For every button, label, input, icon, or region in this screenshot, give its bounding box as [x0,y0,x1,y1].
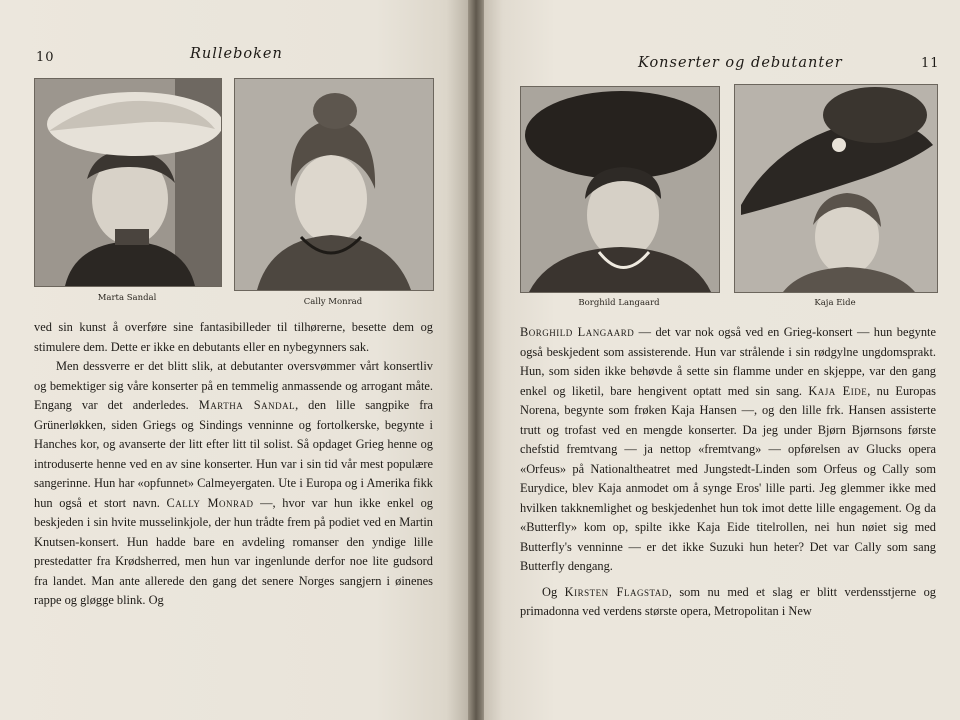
body-text [34,318,433,611]
paragraph [34,318,433,357]
running-head: Konserter og debutanter [638,55,843,71]
left-page [0,0,470,720]
singer-name: Borghild Langaard [520,325,635,339]
singer-name: Martha Sandal [198,398,296,412]
text-run: ved sin kunst å overføre sine fantasibilleder til tilhørerne, besette dem og stimulere dem. Dette er ikke en debutants eller en nybegynners sak. [34,320,433,354]
portrait-photo-borghild-langaard [520,86,720,293]
paragraph [520,583,936,622]
text-run: , den lille sangpike fra Grünerløkken, siden Griegs og Sindings venninne og fortolkerske, begynte i Hanches kor, og avanserte der litt efter litt til solist. Så opdaget Grieg henne og introduserte henne ved en av sine konserter. Hun var i sin tid vår mest populære sangerinne. Hun har «opfunnet» Calmeyergaten. Ute i Europa og i Amerika fikk hun også et stort navn. [34,398,433,510]
text-run: , som nu med et slag er blitt verdensstjerne og primadonna ved verdens største opera, Metropolitan i New [520,584,936,618]
photo-caption: Marta Sandal [97,293,157,303]
page-number: 11 [921,56,940,71]
text-run: —, hvor var hun ikke enkel og beskjeden i sin hvite musselinkjole, der hun trådte frem på podiet ved en Martin Knutsen-konsert. Hun hadde bare en avdeling romanser den yndige lille prestedatter fra Krødsherred, men hun var ingenlunde derfor noe lite gudsord fra landet. Man ante allerede den gang det senere Norges sangjern i øinenes rappe og gløgge blink. Og [34,495,433,607]
singer-name: Kaja Eide [808,383,868,398]
right-page [484,0,960,720]
text-run: — det var nok også ved en Grieg-konsert — hun begynte også beskjedent som assisterende. Hun var strålende i sin rødgylne ungdomsprakt. Hun, som siden ikke behøvde å sette sin flamme under en skjeppe, var den gang enkel og liketil, bare hengivent optatt med sin sang. [520,325,936,398]
paragraph [520,323,936,577]
portrait-photo-cally-monrad [234,78,434,291]
photo-caption: Borghild Langaard [578,298,660,308]
portrait-photo-marta-sandal [34,78,222,287]
body-text [520,323,936,622]
photo-caption: Kaja Eide [814,298,856,308]
singer-name: Kirsten Flagstad [564,584,669,599]
paragraph [34,357,433,611]
text-run: Og [542,584,565,599]
page-number: 10 [36,50,55,65]
singer-name: Cally Monrad [166,495,254,510]
text-run: , nu Europas Norena, begynte som frøken Kaja Hansen —, og den lille frk. Hansen assisterte trutt og trofast ved en mengde konserter. Da jeg under Bjørn Bjørnsons første chefstid fremtvang — ja nettop «fremtvang» — opførelsen av Glucks opera «Orfeus» på Nationaltheatret med Jungstedt-Linden som Orfeus og Cally som Eurydice, blev Kaja anmodet om å synge Eros' lille parti. Jeg glemmer ikke med hvilken takknemlighet og beskjedenhet hun tok imot dette lille engagement. Og da «Butterfly» kom op, spilte ikke Kaja Eide titelrollen, nei hun nøiet sig med Butterfly's venninne — er det ikke Suzuki hun heter? Det var Cally som sang Butterfly dengang. [520,383,936,573]
text-run: Men dessverre er det blitt slik, at debutanter oversvømmer vårt konsertliv og bemektiger sig våre konserter på en temmelig anmassende og arrogant måte. Engang var det anderledes. [34,359,433,412]
portrait-photo-kaja-eide [734,84,938,293]
photo-caption: Cally Monrad [303,297,363,307]
running-head: Rulleboken [190,46,283,62]
